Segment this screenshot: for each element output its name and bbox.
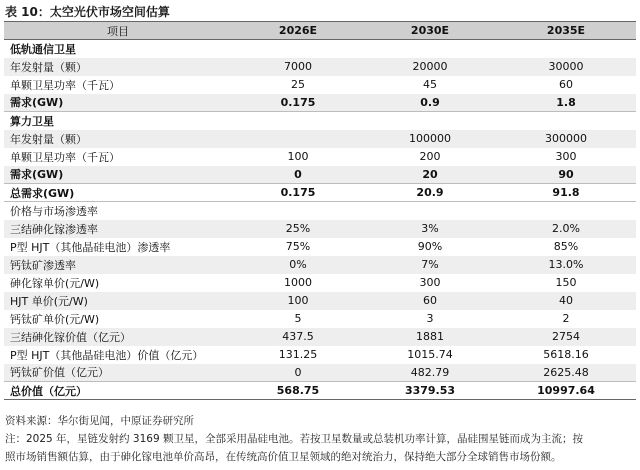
row-value: 20.9	[364, 184, 496, 202]
table-header-row	[4, 22, 636, 40]
header-item: 项目	[4, 22, 232, 40]
table-row	[4, 328, 636, 346]
row-value: 1881	[364, 328, 496, 346]
table-row	[4, 346, 636, 364]
row-value: 2	[562, 312, 570, 325]
row-value: 300000	[496, 130, 636, 148]
row-label: 需求(GW)	[4, 166, 232, 184]
note-line-1: 注：2025 年，星链发射约 3169 颗卫星，全部采用晶硅电池。若按卫星数量或总装机功率计算，晶硅围星链而成为主流；按	[5, 433, 583, 445]
row-value: 20	[364, 166, 496, 184]
row-label: P型 HJT（其他晶硅电池）渗透率	[10, 240, 171, 254]
row-label: 钙钛矿价值（亿元）	[4, 364, 232, 382]
row-value: 300	[419, 276, 441, 289]
table-row	[4, 112, 636, 130]
row-value: 0.175	[232, 94, 364, 112]
row-value: 40	[496, 292, 636, 310]
row-value: 2754	[496, 328, 636, 346]
row-value: 100	[232, 292, 364, 310]
row-value: 85%	[553, 240, 579, 253]
row-value: 30000	[496, 58, 636, 76]
row-value: 7%	[364, 256, 496, 274]
row-value	[364, 202, 496, 220]
row-value: 3%	[364, 220, 496, 238]
row-value: 2.0%	[496, 220, 636, 238]
table-row	[4, 220, 636, 238]
row-value	[232, 130, 364, 148]
row-value: 0.9	[364, 94, 496, 112]
table-row	[4, 238, 636, 256]
row-label: 年发射量（颗）	[4, 58, 232, 76]
row-value: 1015.74	[407, 348, 453, 361]
row-value: 131.25	[278, 348, 318, 361]
row-label: 总需求(GW)	[4, 184, 232, 202]
table-row	[4, 364, 636, 382]
row-value	[496, 40, 636, 58]
table-title: 表 10：太空光伏市场空间估算	[5, 5, 170, 19]
row-label: 需求(GW)	[4, 94, 232, 112]
row-label: 钙钛矿渗透率	[4, 256, 232, 274]
row-value	[496, 202, 636, 220]
table-row	[4, 58, 636, 76]
row-value: 90%	[417, 240, 443, 253]
row-value: 482.79	[364, 364, 496, 382]
row-value: 150	[555, 276, 577, 289]
row-label: 砷化镓单价(元/W)	[10, 276, 100, 290]
table-row	[4, 148, 636, 166]
row-value: 25	[291, 78, 305, 91]
note-line-2: 照市场销售额估算，由于砷化镓电池单价高昂，在传统高价值卫星领域的绝对统治力，保持绝大部分全球销售市场份额。	[5, 451, 562, 463]
row-value: 0%	[232, 256, 364, 274]
row-value: 3379.53	[364, 382, 496, 400]
table-row	[4, 166, 636, 184]
row-label: 总价值（亿元）	[4, 382, 232, 400]
row-value: 200	[419, 150, 441, 163]
table-row	[4, 202, 636, 220]
table-row	[4, 130, 636, 148]
row-value: 0.175	[232, 184, 364, 202]
row-value: 3	[426, 312, 434, 325]
table-row	[4, 274, 636, 292]
table-row	[4, 184, 636, 202]
row-value: 300	[555, 150, 577, 163]
row-value	[364, 40, 496, 58]
row-value: 7000	[232, 58, 364, 76]
row-value: 90	[496, 166, 636, 184]
row-value: 60	[364, 292, 496, 310]
row-value	[364, 112, 496, 130]
table-row	[4, 76, 636, 94]
table-row	[4, 310, 636, 328]
row-value: 568.75	[232, 382, 364, 400]
row-label: 单颗卫星功率（千瓦）	[10, 78, 120, 92]
row-value: 5618.16	[543, 348, 589, 361]
row-value	[232, 202, 364, 220]
row-value: 100	[287, 150, 309, 163]
row-value	[232, 112, 364, 130]
row-label: 年发射量（颗）	[4, 130, 232, 148]
market-space-table	[4, 21, 636, 400]
table-row	[4, 94, 636, 112]
row-label: 三结砷化镓价值（亿元）	[4, 328, 232, 346]
row-value: 100000	[364, 130, 496, 148]
header-2026e: 2026E	[232, 22, 364, 40]
row-value	[496, 112, 636, 130]
row-value: 60	[559, 78, 573, 91]
row-value: 75%	[285, 240, 311, 253]
row-value: 20000	[364, 58, 496, 76]
row-value: 5	[294, 312, 302, 325]
row-label: 钙钛矿单价(元/W)	[10, 312, 100, 326]
row-label: 单颗卫星功率（千瓦）	[10, 150, 120, 164]
table-body	[4, 40, 636, 400]
header-2030e: 2030E	[364, 22, 496, 40]
row-value: 0	[232, 364, 364, 382]
row-value: 10997.64	[496, 382, 636, 400]
row-value: 2625.48	[496, 364, 636, 382]
row-label: 三结砷化镓渗透率	[4, 220, 232, 238]
table-row	[4, 292, 636, 310]
row-value: 45	[423, 78, 437, 91]
row-label: HJT 单价(元/W)	[4, 292, 232, 310]
table-row	[4, 40, 636, 58]
row-value	[232, 40, 364, 58]
table-row	[4, 382, 636, 400]
row-value: 91.8	[496, 184, 636, 202]
row-label: 价格与市场渗透率	[4, 202, 232, 220]
row-label: 算力卫星	[4, 112, 232, 130]
row-value: 437.5	[232, 328, 364, 346]
header-2035e: 2035E	[496, 22, 636, 40]
row-value: 13.0%	[496, 256, 636, 274]
row-value: 1000	[284, 276, 312, 289]
table-row	[4, 256, 636, 274]
row-value: 0	[232, 166, 364, 184]
row-value: 25%	[232, 220, 364, 238]
source-note: 资料来源：华尔街见闻，中原证券研究所	[5, 415, 194, 427]
row-value: 1.8	[496, 94, 636, 112]
row-label: 低轨通信卫星	[10, 42, 76, 56]
row-label: P型 HJT（其他晶硅电池）价值（亿元）	[10, 348, 204, 362]
